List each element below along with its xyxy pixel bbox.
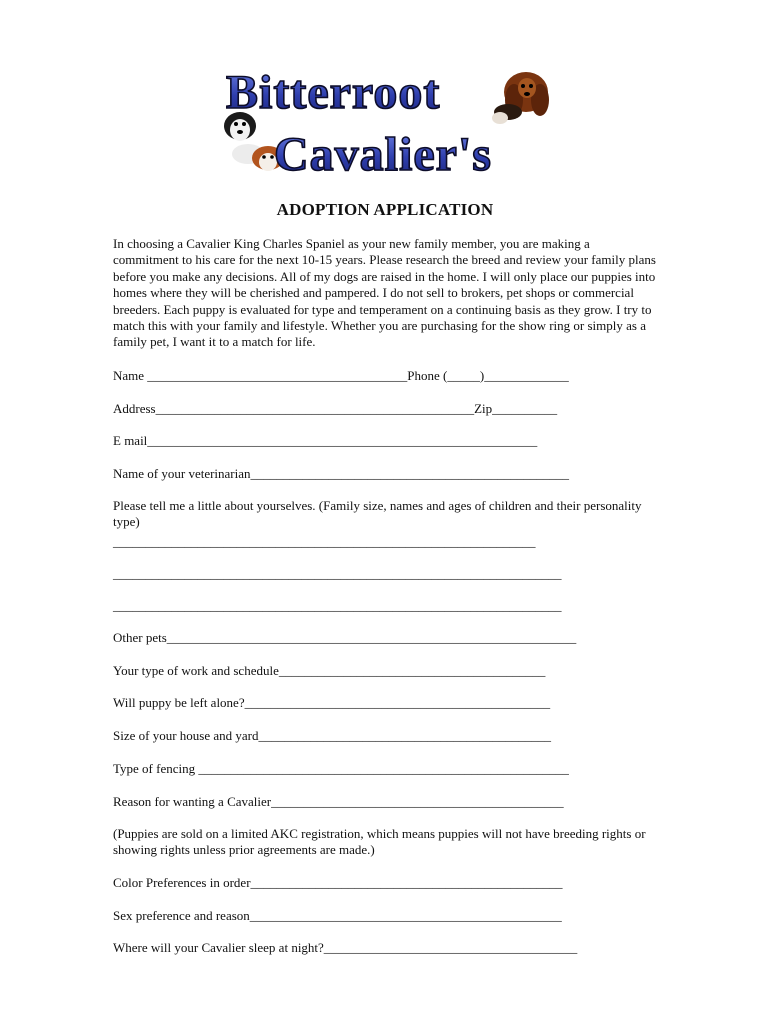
about-answer-line-1[interactable]: _________________________________________________________________ <box>113 534 536 549</box>
other-pets-field[interactable]: Other pets_______________________________________________________________ <box>113 630 577 645</box>
left-alone-field[interactable]: Will puppy be left alone?_______________________________________________ <box>113 695 551 710</box>
about-answer-line-3[interactable]: _____________________________________________________________________ <box>113 598 562 613</box>
logo-line1: Bitterroot <box>226 66 441 119</box>
page-title: ADOPTION APPLICATION <box>276 200 494 219</box>
address-zip-field[interactable]: Address_________________________________________________Zip__________ <box>113 401 558 416</box>
registration-note: (Puppies are sold on a limited AKC registration, which means puppies will not have breeding rights or showing rights unless prior agreements are made.) <box>113 826 646 858</box>
sleep-location-field[interactable]: Where will your Cavalier sleep at night?_______________________________________ <box>113 940 578 955</box>
logo-graphic <box>218 58 558 178</box>
veterinarian-field[interactable]: Name of your veterinarian_________________________________________________ <box>113 466 570 481</box>
about-answer-line-2[interactable]: _____________________________________________________________________ <box>113 566 562 581</box>
fencing-type-field[interactable]: Type of fencing _________________________________________________________ <box>113 761 569 776</box>
house-yard-size-field[interactable]: Size of your house and yard_____________________________________________ <box>113 728 551 743</box>
bitterroot-cavaliers-logo <box>218 58 558 178</box>
about-yourselves-prompt: Please tell me a little about yourselves. (Family size, names and ages of children and their personality type) <box>113 498 642 530</box>
intro-paragraph: In choosing a Cavalier King Charles Spaniel as your new family member, you are making a commitment to his care for the next 10-15 years. Please research the breed and review your family plans before you make any decisions. All of my dogs are raised in the home. I will only place our puppies into homes where they will be cherished and pampered. I do not sell to brokers, pet shops or commercial breeders. Each puppy is evaluated for type and temperament on a continuing basis as they grow. I try to match this with your family and lifestyle. Whether you are purchasing for the show ring or simply as a family pet, I want it to a match for life. <box>113 236 656 350</box>
logo-line2: Cavalier's <box>274 128 492 178</box>
reason-field[interactable]: Reason for wanting a Cavalier_____________________________________________ <box>113 794 564 809</box>
sex-preference-field[interactable]: Sex preference and reason________________________________________________ <box>113 908 562 923</box>
dog-top-right-icon <box>492 72 549 124</box>
email-field[interactable]: E mail____________________________________________________________ <box>113 433 538 448</box>
work-schedule-field[interactable]: Your type of work and schedule_________________________________________ <box>113 663 546 678</box>
color-preference-field[interactable]: Color Preferences in order________________________________________________ <box>113 875 563 890</box>
name-phone-field[interactable]: Name ________________________________________Phone (_____)_____________ <box>113 368 569 383</box>
